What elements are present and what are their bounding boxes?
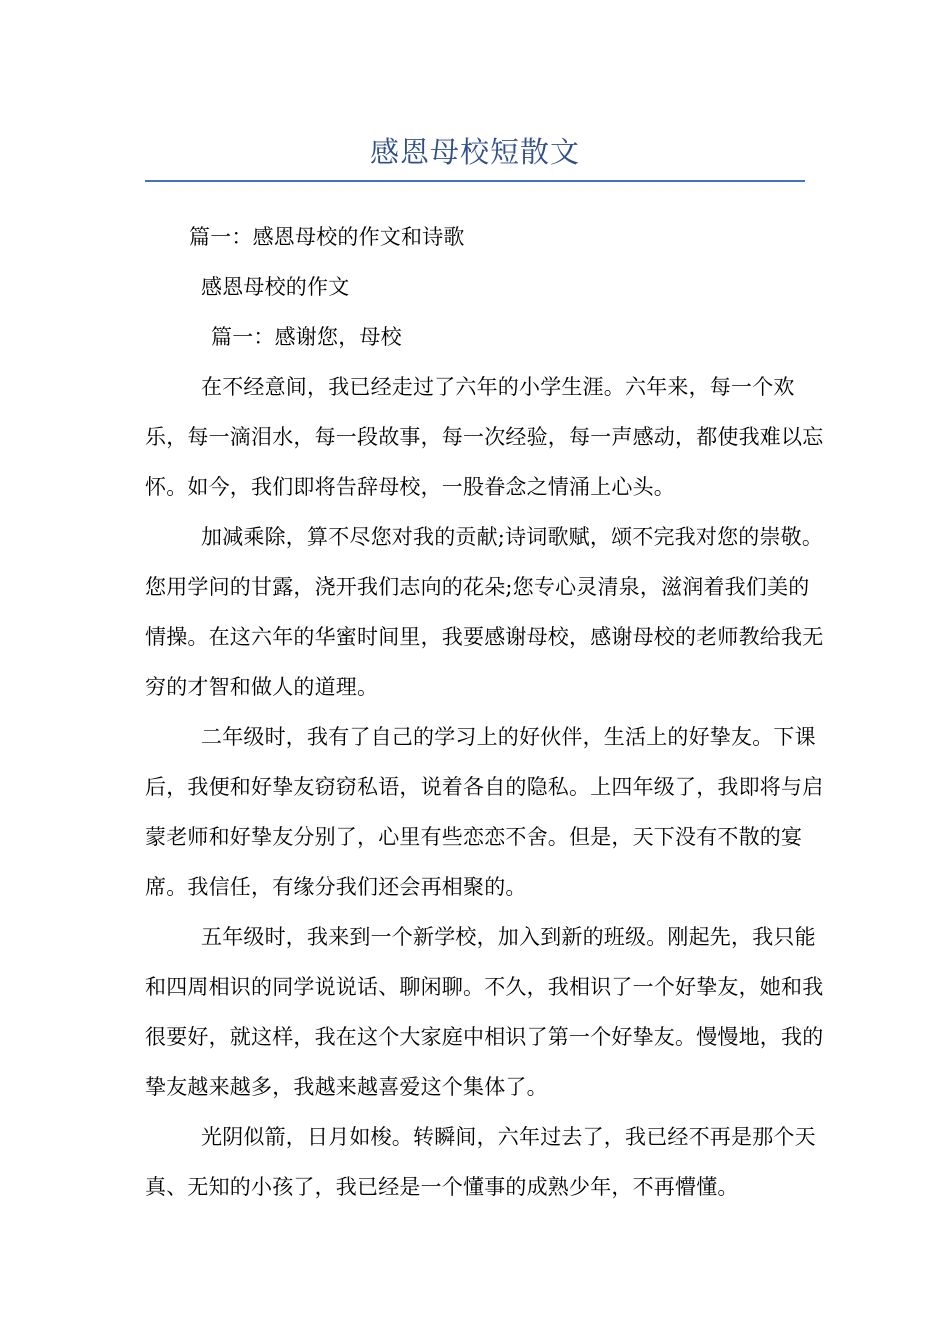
paragraph: 加减乘除，算不尽您对我的贡献;诗词歌赋，颂不完我对您的崇敬。您用学问的甘露，浇开我们志向的花朵;您专心灵清泉，滋润着我们美的情操。在这六年的华蜜时间里，我要感谢母校，感谢母校的老师教给我无穷的才智和做人的道理。 bbox=[145, 525, 824, 699]
document-body bbox=[145, 212, 825, 1212]
paragraph: 五年级时，我来到一个新学校，加入到新的班级。刚起先，我只能和四周相识的同学说说话、聊闲聊。不久，我相识了一个好挚友，她和我很要好，就这样，我在这个大家庭中相识了第一个好挚友。慢慢地，我的挚友越来越多，我越来越喜爱这个集体了。 bbox=[145, 925, 824, 1099]
section-heading: 篇一：感恩母校的作文和诗歌 bbox=[189, 225, 465, 249]
title-underline bbox=[145, 180, 805, 182]
sub-heading: 感恩母校的作文 bbox=[201, 275, 350, 299]
paragraph: 在不经意间，我已经走过了六年的小学生涯。六年来，每一个欢乐，每一滴泪水，每一段故事，每一次经验，每一声感动，都使我难以忘怀。如今，我们即将告辞母校，一股眷念之情涌上心头。 bbox=[145, 375, 824, 499]
chapter-heading: 篇一：感谢您，母校 bbox=[211, 325, 402, 349]
paragraph: 二年级时，我有了自己的学习上的好伙伴，生活上的好挚友。下课后，我便和好挚友窃窃私语，说着各自的隐私。上四年级了，我即将与启蒙老师和好挚友分别了，心里有些恋恋不舍。但是，天下没有不散的宴席。我信任，有缘分我们还会再相聚的。 bbox=[145, 725, 824, 899]
paragraph: 光阴似箭，日月如梭。转瞬间，六年过去了，我已经不再是那个天真、无知的小孩了，我已经是一个懂事的成熟少年，不再懵懂。 bbox=[145, 1125, 816, 1199]
document-title: 感恩母校短散文 bbox=[369, 135, 580, 169]
